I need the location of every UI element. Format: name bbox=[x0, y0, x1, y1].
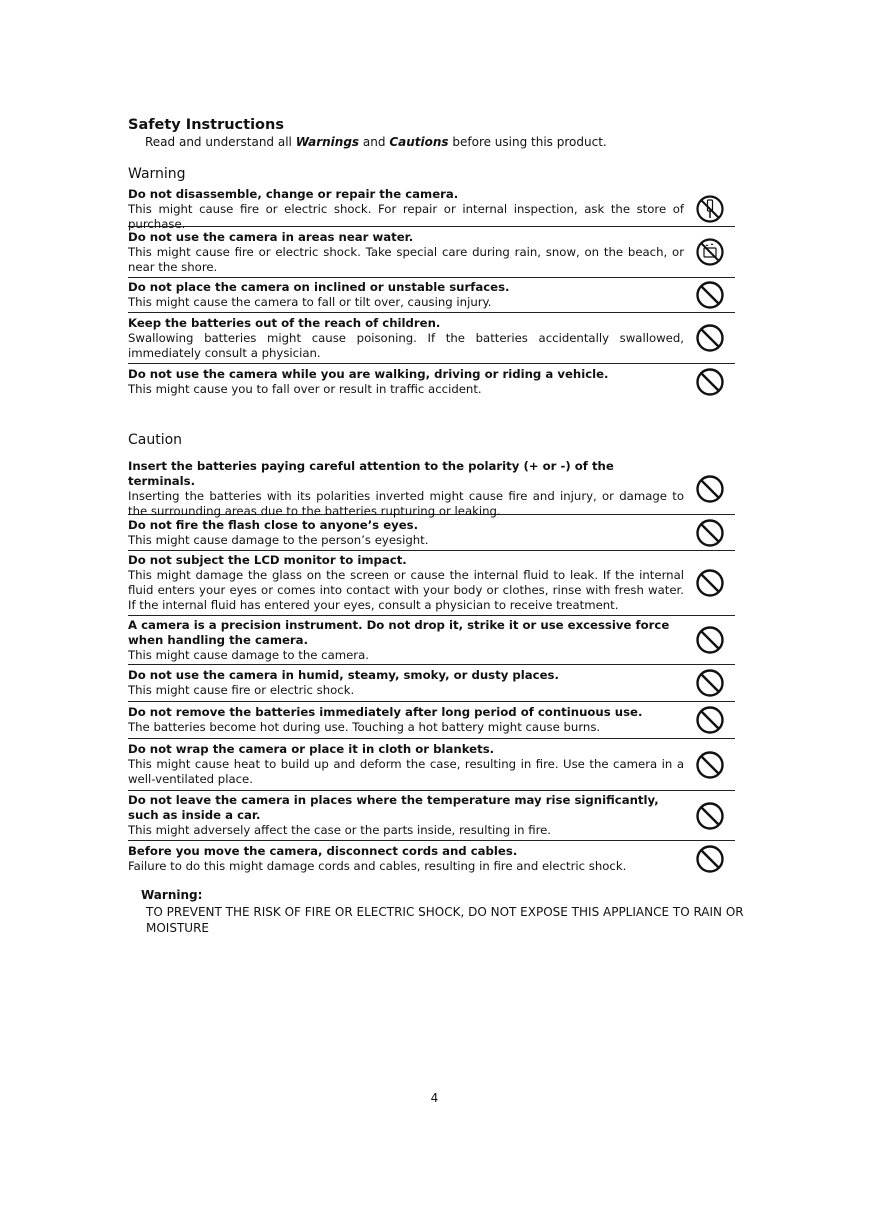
caution-row bbox=[128, 841, 735, 877]
caution-item-body: This might cause damage to the camera. bbox=[128, 647, 369, 662]
warning-item-body: This might cause the camera to fall or tilt over, causing injury. bbox=[128, 295, 492, 309]
caution-table bbox=[128, 459, 735, 877]
intro-warnings-word: Warnings bbox=[295, 135, 360, 149]
intro-text bbox=[145, 135, 607, 149]
prohibited-icon bbox=[695, 750, 725, 780]
caution-item-heading: Do not remove the batteries immediately after long period of continuous use. bbox=[128, 705, 643, 719]
caution-item-heading: Do not subject the LCD monitor to impact. bbox=[128, 553, 407, 567]
warning-item-body: This might cause you to fall over or result in traffic accident. bbox=[128, 381, 482, 396]
intro-and-word: and bbox=[362, 135, 386, 149]
warning-item-heading: Keep the batteries out of the reach of children. bbox=[128, 315, 441, 330]
intro-prefix: Read and understand all bbox=[145, 135, 292, 149]
caution-item-heading: Before you move the camera, disconnect cords and cables. bbox=[128, 844, 518, 858]
caution-item-body: The batteries become hot during use. Touching a hot battery might cause burns. bbox=[128, 720, 601, 734]
caution-row bbox=[128, 702, 735, 739]
caution-item-body: Inserting the batteries with its polarities inverted might cause fire and injury, or damage to the surrounding areas due to the batteries rupturing or leaking. bbox=[128, 489, 684, 518]
prohibited-icon bbox=[695, 705, 725, 735]
warning-item-body: Swallowing batteries might cause poisoning. If the batteries accidentally swallowed, immediately consult a physician. bbox=[128, 330, 684, 360]
caution-item-body: This might adversely affect the case or the parts inside, resulting in fire. bbox=[128, 823, 552, 837]
caution-row bbox=[128, 616, 735, 665]
caution-item-body: Failure to do this might damage cords and cables, resulting in fire and electric shock. bbox=[128, 859, 627, 873]
caution-item-body: This might cause heat to build up and deform the case, resulting in fire. Use the camera in a well-ventilated place. bbox=[128, 757, 684, 786]
caution-item-heading: A camera is a precision instrument. Do not drop it, strike it or use excessive force when handling the camera. bbox=[128, 617, 670, 647]
caution-item-heading: Insert the batteries paying careful attention to the polarity (+ or -) of the terminals. bbox=[128, 459, 614, 488]
prohibited-icon bbox=[695, 323, 725, 353]
no-water-icon bbox=[695, 237, 725, 267]
caution-item-body: This might cause fire or electric shock. bbox=[128, 683, 355, 697]
caution-row bbox=[128, 739, 735, 791]
prohibited-icon bbox=[695, 668, 725, 698]
prohibited-icon bbox=[695, 280, 725, 310]
warning-heading: Warning bbox=[128, 166, 186, 182]
intro-suffix: before using this product. bbox=[452, 135, 607, 149]
caution-item-body: This might cause damage to the person’s eyesight. bbox=[128, 532, 429, 547]
warning-item-heading: Do not use the camera while you are walking, driving or riding a vehicle. bbox=[128, 366, 609, 381]
caution-item-heading: Do not fire the flash close to anyone’s eyes. bbox=[128, 517, 419, 532]
prohibited-icon bbox=[695, 844, 725, 874]
caution-row bbox=[128, 459, 735, 518]
warning-item-body: This might cause fire or electric shock. Take special care during rain, snow, on the beach, or near the shore. bbox=[128, 244, 684, 274]
warning-row bbox=[128, 278, 735, 313]
caution-row bbox=[128, 551, 735, 616]
caution-row bbox=[128, 665, 735, 702]
warning-item-heading: Do not disassemble, change or repair the camera. bbox=[128, 186, 459, 201]
warning-table bbox=[128, 186, 735, 399]
intro-cautions-word: Cautions bbox=[389, 135, 449, 149]
prohibited-icon bbox=[695, 474, 725, 504]
warning-row bbox=[128, 364, 735, 399]
prohibited-icon bbox=[695, 625, 725, 655]
prohibited-icon bbox=[695, 568, 725, 598]
page-title: Safety Instructions bbox=[128, 117, 284, 133]
page-number: 4 bbox=[430, 1091, 439, 1105]
final-warning-text: TO PREVENT THE RISK OF FIRE OR ELECTRIC SHOCK, DO NOT EXPOSE THIS APPLIANCE TO RAIN OR MOISTURE bbox=[146, 905, 744, 935]
caution-item-heading: Do not leave the camera in places where the temperature may rise significantly, such as inside a car. bbox=[128, 793, 659, 822]
prohibited-icon bbox=[695, 518, 725, 548]
prohibited-icon bbox=[695, 801, 725, 831]
caution-item-heading: Do not use the camera in humid, steamy, smoky, or dusty places. bbox=[128, 668, 559, 682]
warning-row bbox=[128, 313, 735, 364]
warning-item-heading: Do not place the camera on inclined or unstable surfaces. bbox=[128, 280, 510, 294]
caution-row bbox=[128, 515, 735, 551]
caution-item-heading: Do not wrap the camera or place it in cloth or blankets. bbox=[128, 742, 495, 756]
prohibited-icon bbox=[695, 367, 725, 397]
final-warning-label: Warning: bbox=[141, 888, 203, 902]
caution-row bbox=[128, 791, 735, 841]
warning-item-body: This might cause fire or electric shock. For repair or internal inspection, ask the store of purchase. bbox=[128, 201, 684, 231]
caution-item-body: This might damage the glass on the screen or cause the internal fluid to leak. If the internal fluid enters your eyes or comes into contact with your body or clothes, rinse with fresh water. If the internal fluid has entered your eyes, consult a physician to receive treatment. bbox=[128, 568, 684, 612]
warning-row bbox=[128, 186, 735, 231]
no-disassembly-icon bbox=[695, 194, 725, 224]
caution-heading: Caution bbox=[128, 432, 183, 448]
warning-item-heading: Do not use the camera in areas near water. bbox=[128, 229, 414, 244]
warning-row bbox=[128, 227, 735, 278]
